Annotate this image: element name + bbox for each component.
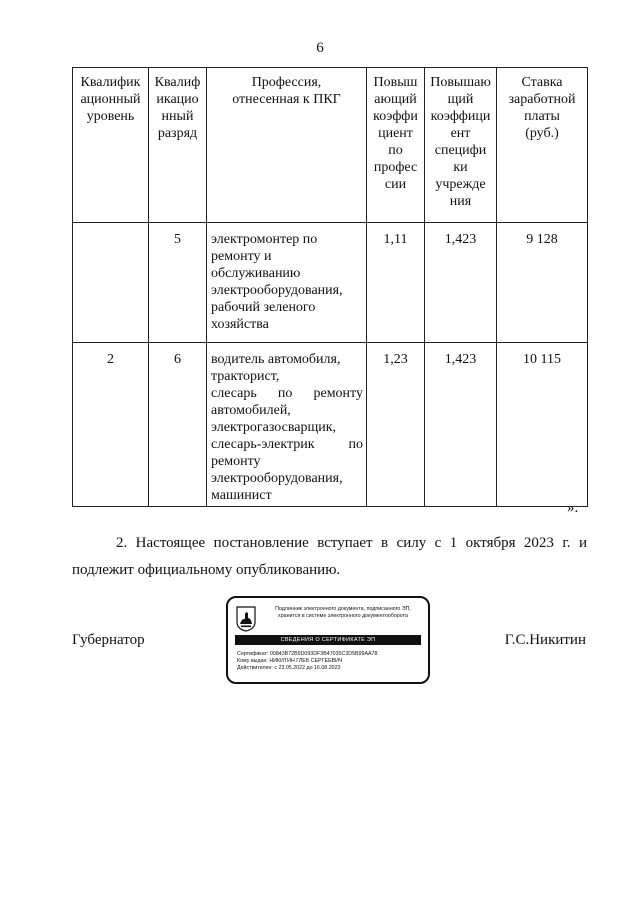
- cell-qualification-grade: 5: [149, 223, 207, 343]
- header-line: сии: [384, 177, 407, 192]
- header-line: ент: [450, 126, 471, 141]
- cell-profession-coefficient: 1,11: [367, 223, 425, 343]
- cell-salary-rate: 9 128: [497, 223, 588, 343]
- certificate-validity: Действителен: с 23.05.2022 до 16.08.2023: [237, 665, 341, 671]
- profession-line: водитель автомобиля,: [211, 352, 341, 367]
- header-line: Повышаю: [430, 75, 491, 90]
- table-header-row: [73, 68, 588, 223]
- header-line: коэффи: [373, 109, 418, 124]
- cell-profession-coefficient: 1,23: [367, 343, 425, 507]
- profession-line: электрооборудования,: [211, 471, 343, 486]
- header-qualification-grade: [149, 68, 207, 223]
- profession-line: электромонтер по: [211, 232, 318, 247]
- profession-line: рабочий зеленого: [211, 300, 316, 315]
- profession-line: хозяйства: [211, 317, 269, 332]
- header-profession-coefficient: [367, 68, 425, 223]
- header-line: щий: [447, 92, 474, 107]
- cell-salary-rate: 10 115: [497, 343, 588, 507]
- signatory-title: Губернатор: [72, 632, 145, 648]
- header-line: икацио: [156, 92, 199, 107]
- header-line: платы: [524, 109, 560, 124]
- cell-specifics-coefficient: 1,423: [425, 343, 497, 507]
- profession-line: электрогазосварщик,: [211, 420, 337, 435]
- header-line: (руб.): [525, 126, 559, 141]
- closing-quote: ».: [567, 500, 579, 516]
- cell-qualification-grade: 6: [149, 343, 207, 507]
- profession-line: машинист: [211, 488, 272, 503]
- header-line: ационный: [80, 92, 141, 107]
- resolution-paragraph: [72, 530, 587, 584]
- table-row: [73, 343, 588, 507]
- certificate-number: Сертификат: 00843B72B9D093DF3B47035C3D5B99AA78: [237, 651, 378, 657]
- profession-line: электрооборудования,: [211, 283, 343, 298]
- cell-qualification-level: [73, 223, 149, 343]
- header-line: коэффици: [430, 109, 491, 124]
- profession-line: слесарь по ремонту: [211, 386, 363, 401]
- stamp-header-line-1: Подлинник электронного документа, подписанного ЭП,: [275, 606, 411, 612]
- header-line: циент: [378, 126, 413, 141]
- cell-profession: [207, 343, 367, 507]
- cell-profession: [207, 223, 367, 343]
- paragraph-line-1: 2. Настоящее постановление вступает в силу с 1 октября 2023 г. и: [116, 535, 587, 551]
- certificate-owner: Кому выдан: НИКИТИН ГЛЕБ СЕРГЕЕВИЧ: [237, 658, 343, 664]
- header-line: Ставка: [521, 75, 563, 90]
- header-line: Квалиф: [154, 75, 201, 90]
- certificate-banner: СВЕДЕНИЯ О СЕРТИФИКАТЕ ЭП: [235, 635, 421, 645]
- header-line: нный: [161, 109, 194, 124]
- header-line: уровень: [86, 109, 135, 124]
- header-line: учрежде: [435, 177, 486, 192]
- header-line: специфи: [434, 143, 487, 158]
- header-qualification-level: [73, 68, 149, 223]
- header-line: ки: [453, 160, 468, 175]
- header-line: ния: [449, 194, 472, 209]
- profession-line: обслуживанию: [211, 266, 301, 281]
- header-line: разряд: [157, 126, 198, 141]
- profession-line: слесарь-электрик по: [211, 437, 363, 452]
- header-line: Профессия,: [251, 75, 322, 90]
- header-line: отнесенная к ПКГ: [232, 92, 341, 107]
- signatory-name: Г.С.Никитин: [504, 632, 586, 648]
- header-line: Повыш: [373, 75, 418, 90]
- profession-line: тракторист,: [211, 369, 280, 384]
- page-number: 6: [316, 40, 324, 56]
- header-line: профес: [373, 160, 418, 175]
- header-specifics-coefficient: [425, 68, 497, 223]
- header-line: заработной: [508, 92, 576, 107]
- header-line: по: [388, 143, 403, 158]
- profession-line: ремонту: [211, 454, 261, 469]
- header-line: Квалифик: [80, 75, 141, 90]
- digital-signature-stamp: [226, 596, 430, 684]
- salary-table: [72, 67, 588, 507]
- profession-line: автомобилей,: [211, 403, 291, 418]
- coat-of-arms-icon: [236, 606, 256, 632]
- header-salary-rate: [497, 68, 588, 223]
- stamp-header-line-2: хранится в системе электронного документооборота: [278, 613, 408, 619]
- paragraph-line-2: подлежит официальному опубликованию.: [72, 562, 341, 578]
- cell-specifics-coefficient: 1,423: [425, 223, 497, 343]
- header-profession: [207, 68, 367, 223]
- header-line: ающий: [374, 92, 417, 107]
- profession-line: ремонту и: [211, 249, 272, 264]
- cell-qualification-level: 2: [73, 343, 149, 507]
- table-row: [73, 223, 588, 343]
